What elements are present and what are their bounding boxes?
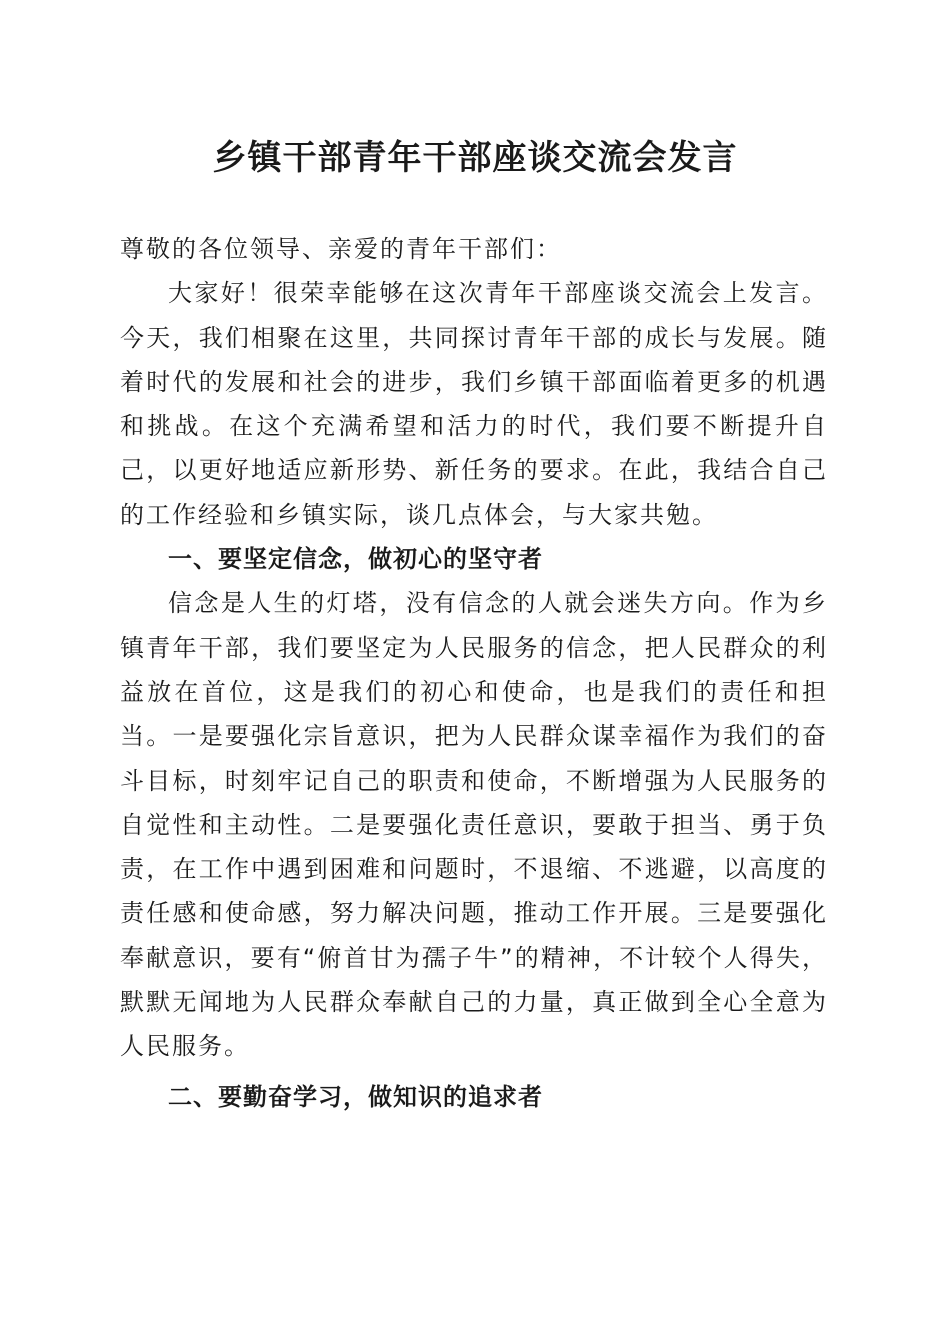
section-heading-2: 二、要勤奋学习，做知识的追求者: [168, 1082, 543, 1111]
document-body: [120, 227, 828, 1119]
intro-paragraph: 大家好！很荣幸能够在这次青年干部座谈交流会上发言。今天，我们相聚在这里，共同探讨青年干部的成长与发展。随着时代的发展和社会的进步，我们乡镇干部面临着更多的机遇和挑战。在这个充满希望和活力的时代，我们要不断提升自己，以更好地适应新形势、新任务的要求。在此，我结合自己的工作经验和乡镇实际，谈几点体会，与大家共勉。: [120, 279, 828, 529]
section-body-1: 信念是人生的灯塔，没有信念的人就会迷失方向。作为乡镇青年干部，我们要坚定为人民服务的信念，把人民群众的利益放在首位，这是我们的初心和使命，也是我们的责任和担当。一是要强化宗旨意识，把为人民群众谋幸福作为我们的奋斗目标，时刻牢记自己的职责和使命，不断增强为人民服务的自觉性和主动性。二是要强化责任意识，要敢于担当、勇于负责，在工作中遇到困难和问题时，不退缩、不逃避，以高度的责任感和使命感，努力解决问题，推动工作开展。三是要强化奉献意识，要有“俯首甘为孺子牛”的精神，不计较个人得失，默默无闻地为人民群众奉献自己的力量，真正做到全心全意为人民服务。: [120, 589, 828, 1061]
document-title: 乡镇干部青年干部座谈交流会发言: [212, 138, 738, 178]
section-heading-1: 一、要坚定信念，做初心的坚守者: [168, 545, 543, 574]
salutation: 尊敬的各位领导、亲爱的青年干部们：: [120, 235, 562, 263]
